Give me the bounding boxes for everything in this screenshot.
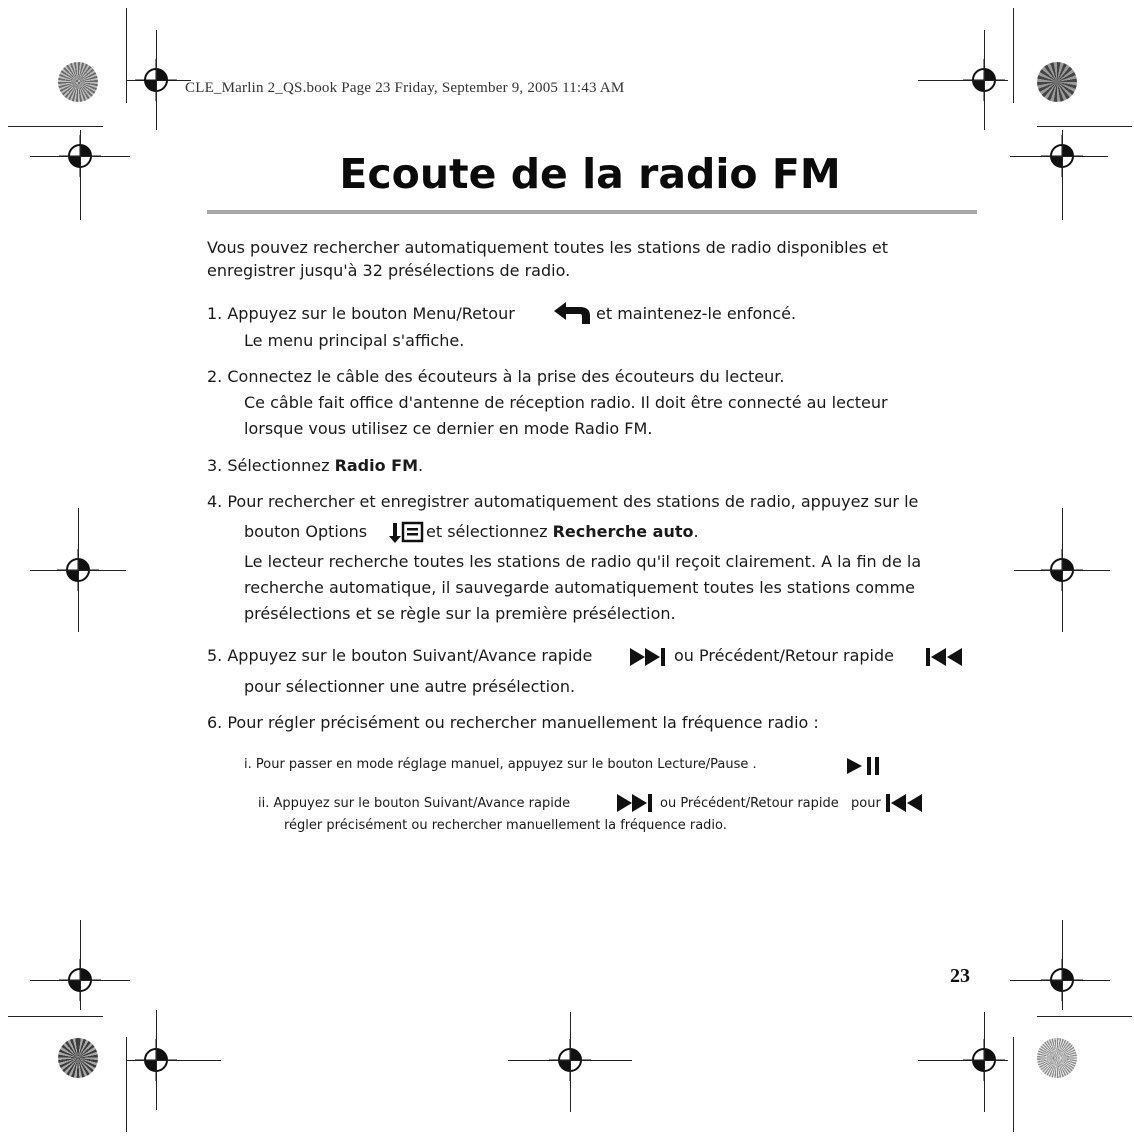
crop-mark <box>918 1060 1008 1061</box>
rewind-icon <box>884 792 930 814</box>
intro-line-1: Vous pouvez rechercher automatiquement toutes les stations de radio disponibles et <box>207 238 888 257</box>
intro-line-2: enregistrer jusqu'à 32 présélections de radio. <box>207 261 571 280</box>
crop-mark <box>30 570 126 571</box>
page-title: Ecoute de la radio FM <box>339 150 841 198</box>
step-3-text <box>207 456 423 475</box>
step-6-sub-ii: ii. Appuyez sur le bouton Suivant/Avance rapide <box>258 796 571 811</box>
play-pause-icon <box>845 755 881 777</box>
step-2-detail-2: lorsque vous utilisez ce dernier en mode Radio FM. <box>244 419 653 438</box>
crop-mark <box>1010 980 1110 981</box>
crop-mark <box>918 80 1008 81</box>
step-4-end: . <box>693 522 699 541</box>
step-4-select <box>426 522 699 541</box>
crop-mark <box>1062 920 1063 1010</box>
crop-mark <box>126 1037 127 1132</box>
step-4-detail-2: recherche automatique, il sauvegarde automatiquement toutes les stations comme <box>244 578 916 597</box>
crop-mark <box>1010 156 1108 157</box>
crop-mark <box>156 30 157 130</box>
fast-forward-icon <box>628 646 672 668</box>
step-4-detail-3: présélections et se règle sur la première présélection. <box>244 604 676 623</box>
step-5-result: pour sélectionner une autre présélection. <box>244 677 576 696</box>
step-1-text: 1. Appuyez sur le bouton Menu/Retour <box>207 304 515 323</box>
crop-mark <box>1037 126 1132 127</box>
rewind-icon <box>924 646 970 668</box>
crop-mark <box>570 1012 571 1112</box>
step-6-sub-ii-pour: pour <box>851 796 881 811</box>
options-icon <box>388 520 424 544</box>
step-6-text: 6. Pour régler précisément ou rechercher manuellement la fréquence radio : <box>207 713 819 732</box>
crop-mark <box>1062 130 1063 220</box>
step-1-text-end: et maintenez-le enfoncé. <box>596 304 797 323</box>
crop-mark <box>1013 1037 1014 1132</box>
fast-forward-icon <box>615 792 659 814</box>
crop-mark <box>984 30 985 130</box>
step-4-detail-1: Le lecteur recherche toutes les stations de radio qu'il reçoit clairement. A la fin de la <box>244 552 922 571</box>
crop-mark <box>30 980 130 981</box>
step-3-bold: Radio FM <box>334 456 419 475</box>
crop-mark <box>80 130 81 220</box>
page-number: 23 <box>950 965 970 987</box>
step-4-bold: Recherche auto <box>552 522 694 541</box>
step-6-sub-ii-cont: régler précisément ou rechercher manuellement la fréquence radio. <box>284 818 727 833</box>
step-2-detail-1: Ce câble fait office d'antenne de réception radio. Il doit être connecté au lecteur <box>244 393 888 412</box>
back-arrow-icon <box>550 300 594 326</box>
step-2-text: 2. Connectez le câble des écouteurs à la prise des écouteurs du lecteur. <box>207 367 785 386</box>
crop-mark <box>1013 8 1014 103</box>
crop-mark <box>1037 1016 1132 1017</box>
step-4-options: bouton Options <box>244 522 368 541</box>
step-4-text: 4. Pour rechercher et enregistrer automatiquement des stations de radio, appuyez sur le <box>207 492 919 511</box>
crop-mark <box>8 1016 103 1017</box>
color-wheel-mark <box>58 62 98 102</box>
crop-mark <box>984 1012 985 1112</box>
crop-mark <box>80 920 81 1010</box>
step-4-select-text: et sélectionnez <box>426 522 553 541</box>
color-wheel-mark <box>1037 62 1077 102</box>
step-6-sub-i: i. Pour passer en mode réglage manuel, appuyez sur le bouton Lecture/Pause . <box>244 757 757 772</box>
step-6-sub-ii-mid: ou Précédent/Retour rapide <box>660 796 839 811</box>
color-wheel-mark <box>1037 1038 1077 1078</box>
title-divider <box>207 210 977 214</box>
step-5-text-mid: ou Précédent/Retour rapide <box>674 646 894 665</box>
step-3-label: 3. Sélectionnez <box>207 456 335 475</box>
crop-mark <box>8 126 103 127</box>
crop-mark <box>1014 570 1110 571</box>
crop-mark <box>126 1060 221 1061</box>
step-5-text: 5. Appuyez sur le bouton Suivant/Avance rapide <box>207 646 593 665</box>
crop-mark <box>126 8 127 103</box>
step-3-end: . <box>418 456 424 475</box>
color-wheel-mark <box>58 1038 98 1078</box>
print-header: CLE_Marlin 2_QS.book Page 23 Friday, September 9, 2005 11:43 AM <box>185 80 625 96</box>
step-1-result: Le menu principal s'affiche. <box>244 331 465 350</box>
